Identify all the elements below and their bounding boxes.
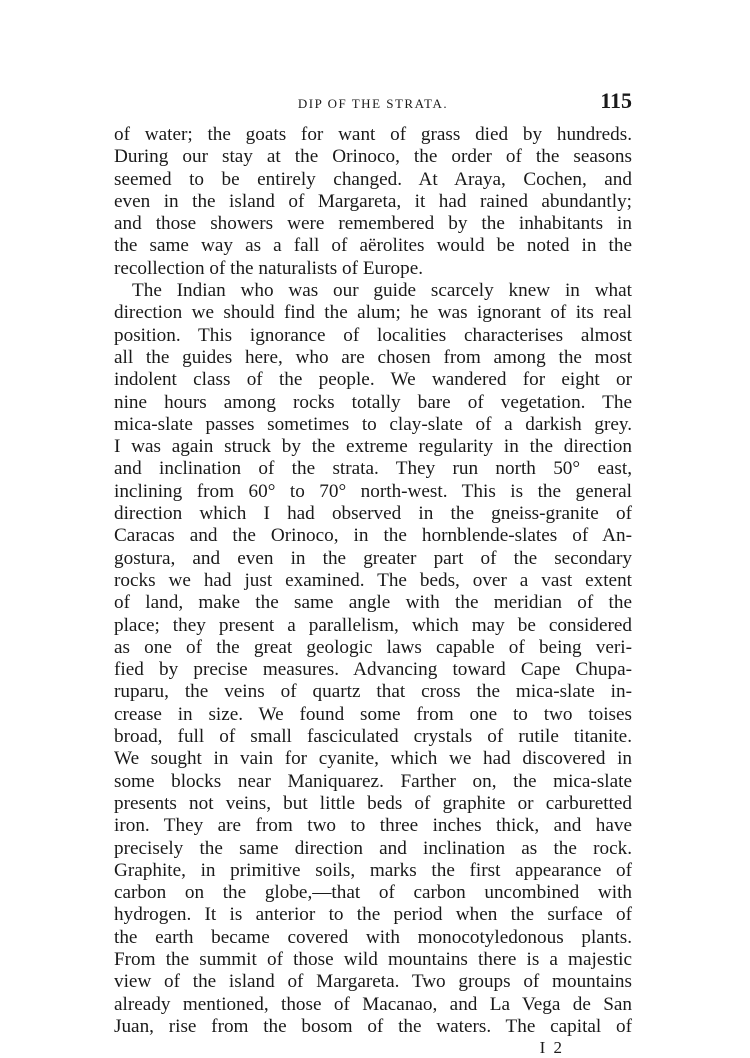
text-line: some blocks near Maniquarez. Farther on, the mica-slate xyxy=(114,770,632,792)
text-line: Caracas and the Orinoco, in the hornblende-slates of An- xyxy=(114,525,632,547)
text-line: We sought in vain for cyanite, which we had discovered in xyxy=(114,748,632,770)
text-line: and inclination of the strata. They run north 50° east, xyxy=(114,458,632,480)
text-line: indolent class of the people. We wandered for eight or xyxy=(114,369,632,391)
text-line: all the guides here, who are chosen from among the most xyxy=(114,346,632,368)
text-line: even in the island of Margareta, it had rained abundantly; xyxy=(114,190,632,212)
body-text xyxy=(114,124,632,1038)
text-line: place; they present a parallelism, which may be considered xyxy=(114,614,632,636)
text-line: nine hours among rocks totally bare of vegetation. The xyxy=(114,391,632,413)
text-line: crease in size. We found some from one to two toises xyxy=(114,703,632,725)
text-line: the earth became covered with monocotyledonous plants. xyxy=(114,926,632,948)
text-line: Graphite, in primitive soils, marks the first appearance of xyxy=(114,859,632,881)
page-header xyxy=(114,88,632,124)
running-head: DIP OF THE STRATA. xyxy=(297,96,449,111)
text-line: precisely the same direction and inclination as the rock. xyxy=(114,837,632,859)
text-line: fied by precise measures. Advancing toward Cape Chupa- xyxy=(114,659,632,681)
text-line: direction we should find the alum; he was ignorant of its real xyxy=(114,302,632,324)
signature-mark: I 2 xyxy=(539,1038,564,1058)
text-line: carbon on the globe,—that of carbon uncombined with xyxy=(114,882,632,904)
text-line: The Indian who was our guide scarcely knew in what xyxy=(132,280,632,302)
text-line: already mentioned, those of Macanao, and La Vega de San xyxy=(114,993,632,1015)
text-line: presents not veins, but little beds of graphite or carburetted xyxy=(114,792,632,814)
text-line: the same way as a fall of aërolites would be noted in the xyxy=(114,235,632,257)
text-line: iron. They are from two to three inches thick, and have xyxy=(114,815,632,837)
book-page xyxy=(114,88,632,1058)
text-line: I was again struck by the extreme regularity in the direction xyxy=(114,436,632,458)
text-line: view of the island of Margareta. Two groups of mountains xyxy=(114,971,632,993)
text-line: position. This ignorance of localities characterises almost xyxy=(114,324,632,346)
text-line: recollection of the naturalists of Europe. xyxy=(114,257,424,279)
text-line: of water; the goats for want of grass died by hundreds. xyxy=(114,124,632,145)
text-line: and those showers were remembered by the inhabitants in xyxy=(114,213,632,235)
text-line: direction which I had observed in the gneiss-granite of xyxy=(114,503,632,525)
text-line: hydrogen. It is anterior to the period when the surface of xyxy=(114,904,632,926)
text-line: gostura, and even in the greater part of the secondary xyxy=(114,547,632,569)
text-line: Juan, rise from the bosom of the waters. The capital of xyxy=(114,1015,632,1037)
text-line: broad, full of small fasciculated crystals of rutile titanite. xyxy=(114,726,632,748)
text-line: of land, make the same angle with the meridian of the xyxy=(114,592,632,614)
text-line: During our stay at the Orinoco, the order of the seasons xyxy=(114,146,632,168)
text-line: rocks we had just examined. The beds, over a vast extent xyxy=(114,569,632,591)
page-number: 115 xyxy=(600,88,632,113)
text-line: ruparu, the veins of quartz that cross the mica-slate in- xyxy=(114,681,632,703)
text-line: mica-slate passes sometimes to clay-slate of a darkish grey. xyxy=(114,413,632,435)
text-line: seemed to be entirely changed. At Araya, Cochen, and xyxy=(114,168,632,190)
text-line: From the summit of those wild mountains there is a majestic xyxy=(114,948,632,970)
text-line: as one of the great geologic laws capable of being veri- xyxy=(114,636,632,658)
text-line: inclining from 60° to 70° north-west. This is the general xyxy=(114,480,632,502)
